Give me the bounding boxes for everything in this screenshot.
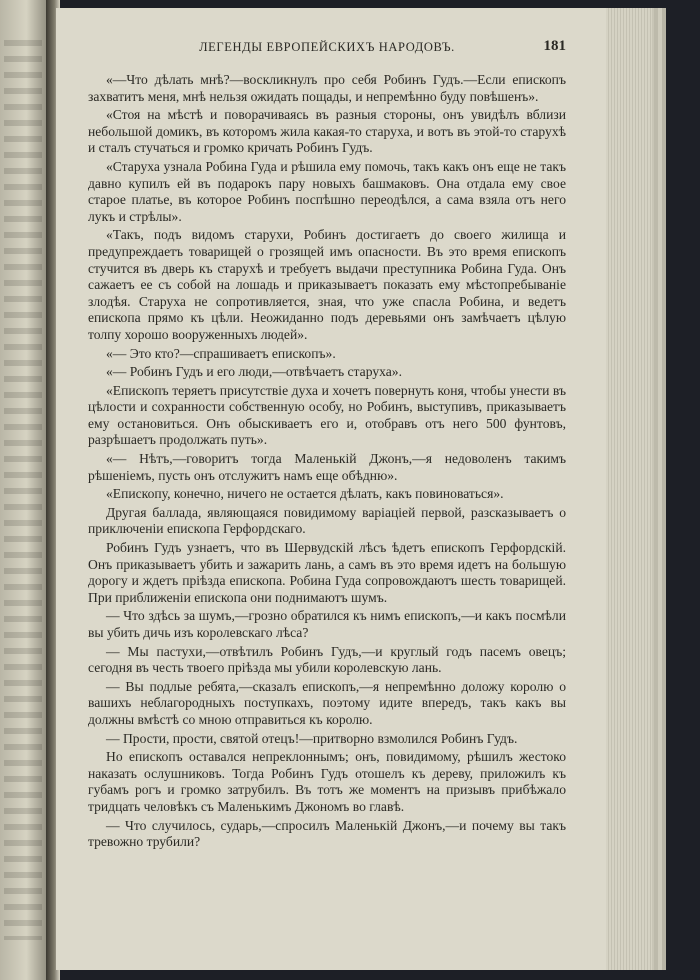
- paragraph: Другая баллада, являющаяся повидимому варіаціей первой, разсказываетъ о приключеніи епископа Герфордскаго.: [88, 504, 566, 537]
- paragraph: «—Что дѣлать мнѣ?—воскликнулъ про себя Робинъ Гудъ.—Если епископъ захватитъ меня, мнѣ нельзя ожидать пощады, и непремѣнно буду повѣшенъ».: [88, 72, 566, 104]
- paragraph: «— Нѣтъ,—говоритъ тогда Маленькій Джонъ,—я недоволенъ такимъ рѣшеніемъ, пусть онъ отслужитъ намъ еще обѣдню».: [88, 451, 566, 483]
- running-head: [88, 40, 566, 62]
- paragraph: — Вы подлые ребята,—сказалъ епископъ,—я непремѣнно доложу королю о вашихъ неблагородныхъ поступкахъ, поэтому идите впередъ, такъ какъ вы должны вмѣстѣ со мною отправиться къ королю.: [88, 678, 566, 727]
- paragraph: — Прости, прости, святой отецъ!—притворно взмолился Робинъ Гудъ.: [106, 730, 518, 746]
- paragraph: «Такъ, подъ видомъ старухи, Робинъ достигаетъ до своего жилища и предупреждаетъ товарищей о грозящей имъ опасности. Въ это время епископъ стучится въ дверь къ старухѣ и требуетъ выдачи преступника Робина Гуда. Онъ сажаетъ ее съ собой на лошадь и приказываетъ показать ему мѣстопребываніе злодѣя. Старуха не сопротивляется, зная, что уже спасла Робина, и ведетъ епископа прямо къ цѣли. Неожиданно подъ деревьями онъ замѣчаетъ цѣлую толпу хорошо вооруженныхъ людей».: [88, 227, 566, 342]
- running-head-title: ЛЕГЕНДЫ ЕВРОПЕЙСКИХЪ НАРОДОВЪ.: [199, 40, 455, 54]
- paragraph: «Епископу, конечно, ничего не остается дѣлать, какъ повиноваться».: [106, 486, 504, 502]
- left-page-edge: [0, 0, 48, 980]
- page-number: 181: [543, 38, 566, 54]
- page-text-block: [88, 40, 566, 853]
- paragraph: — Мы пастухи,—отвѣтилъ Робинъ Гудъ,—и круглый годъ пасемъ овецъ; сегодня въ честь твоего пріѣзда мы убили королевскую лань.: [88, 643, 566, 676]
- paragraph: «Епископъ теряетъ присутствіе духа и хочетъ повернуть коня, чтобы унести въ цѣлости и сохранности собственную особу, но Робинъ, выступивъ, приказываетъ ему остановиться. Онъ обыскиваетъ его и, отобравъ отъ него 500 фунтовъ, разрѣшаетъ продолжать путь».: [88, 382, 566, 448]
- paragraph: — Что случилось, сударь,—спросилъ Маленькій Джонъ,—и почему вы такъ тревожно трубили?: [88, 817, 566, 850]
- paragraph: «Старуха узнала Робина Гуда и рѣшила ему помочь, такъ какъ онъ еще не такъ давно купилъ ей въ подарокъ пару новыхъ башмаковъ. Она отдала ему свое старое платье, въ которое Робинъ поспѣшно переодѣлся, а сама взяла отъ него лукъ и стрѣлы».: [88, 158, 566, 224]
- paragraph: Но епископъ оставался непреклоннымъ; онъ, повидимому, рѣшилъ жестоко наказать ослушниковъ. Тогда Робинъ Гудъ отошелъ къ дереву, приложилъ къ губамъ рогъ и громко затрубилъ. Въ тотъ же моментъ на призывъ прибѣжало тридцать человѣкъ съ Маленькимъ Джономъ во главѣ.: [88, 749, 566, 814]
- paragraph: «Стоя на мѣстѣ и поворачиваясь въ разныя стороны, онъ увидѣлъ вблизи небольшой домикъ, въ которомъ жила какая-то старуха, и вотъ въ этой-то старухѣ и сталъ стучаться и громко кричать Робинъ Гудъ.: [88, 107, 566, 156]
- left-page-text-fragments: [4, 40, 42, 940]
- body-text: [88, 72, 566, 851]
- paragraph: Робинъ Гудъ узнаетъ, что въ Шервудскій лѣсъ ѣдетъ епископъ Герфордскій. Онъ приказываетъ убить и зажарить лань, а самъ въ это время идетъ на большую дорогу и ждетъ пріѣзда епископа. Робина Гуда сопровождаютъ шесть товарищей. При приближеніи епископа они поднимаютъ шумъ.: [88, 540, 566, 605]
- page-stack-edge: [606, 8, 652, 970]
- paragraph: «— Робинъ Гудъ и его люди,—отвѣчаетъ старуха».: [106, 364, 402, 380]
- paragraph: — Что здѣсь за шумъ,—грозно обратился къ нимъ епископъ,—и какъ посмѣли вы убить дичь изъ королевскаго лѣса?: [88, 608, 566, 640]
- paragraph: «— Это кто?—спрашиваетъ епископъ».: [106, 345, 336, 361]
